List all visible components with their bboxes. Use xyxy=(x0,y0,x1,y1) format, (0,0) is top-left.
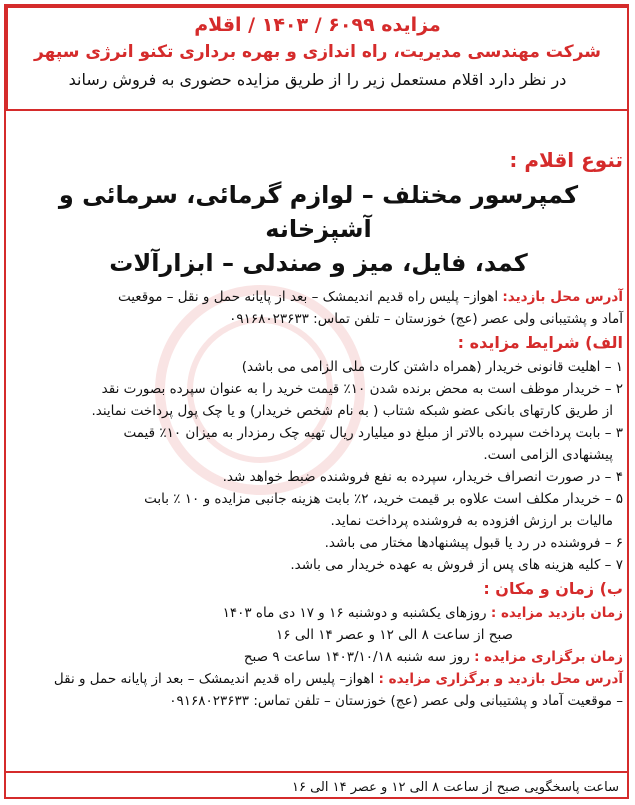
condition-item: از طریق کارتهای بانکی عضو شبکه شتاب ( به نام شخص خریدار) و یا چک پول پرداخت نمایند. xyxy=(91,403,613,419)
visit-hours: صبح از ساعت ۸ الی ۱۲ و عصر ۱۴ الی ۱۶ xyxy=(276,627,513,643)
address-label: آدرس محل بازدید و برگزاری مزایده : xyxy=(378,671,623,687)
footer-divider xyxy=(6,771,629,773)
condition-item: پیشنهادی الزامی است. xyxy=(483,447,613,463)
visit-address-label: آدرس محل بازدید: xyxy=(502,289,623,305)
condition-item: ۷ – کلیه هزینه های پس از فروش به عهده خریدار می باشد. xyxy=(290,557,623,573)
condition-item: ۴ – در صورت انصراف خریدار، سپرده به نفع فروشنده ضبط خواهد شد. xyxy=(222,469,623,485)
company-name: شرکت مهندسی مدیریت، راه اندازی و بهره برداری تکنو انرژی سپهر xyxy=(34,42,601,62)
items-line-2: کمد، فایل، میز و صندلی – ابزارآلات xyxy=(109,249,528,277)
condition-item: ۲ – خریدار موظف است به محض برنده شدن ۱۰٪ قیمت خرید را به عنوان سپرده بصورت نقد xyxy=(101,381,623,397)
visit-address-line-2: آماد و پشتیبانی ولی عصر (عج) خوزستان – تلفن تماس: ۰۹۱۶۸۰۲۳۶۳۳ xyxy=(229,311,623,327)
address-text-1: اهواز– پلیس راه قدیم اندیمشک – بعد از پایانه حمل و نقل xyxy=(53,671,375,687)
visit-time-label: زمان بازدید مزایده : xyxy=(490,605,623,621)
items-section-title: تنوع اقلام : xyxy=(509,148,623,172)
footer-hours: ساعت پاسخگویی صبح از ساعت ۸ الی ۱۲ و عصر ۱۴ الی ۱۶ xyxy=(291,780,619,795)
condition-item: ۶ – فروشنده در رد یا قبول پیشنهادها مختار می باشد. xyxy=(324,535,623,551)
condition-item: مالیات بر ارزش افزوده به فروشنده پرداخت نماید. xyxy=(330,513,613,529)
conditions-title: الف) شرایط مزایده : xyxy=(457,333,623,352)
condition-item: ۱ – اهلیت قانونی خریدار (همراه داشتن کارت ملی الزامی می باشد) xyxy=(241,359,623,375)
intro-text: در نظر دارد اقلام مستعمل زیر را از طریق مزایده حضوری به فروش رساند xyxy=(68,70,567,89)
main-content xyxy=(14,148,623,712)
hold-time-label: زمان برگزاری مزایده : xyxy=(474,649,623,665)
condition-item: ۵ – خریدار مکلف است علاوه بر قیمت خرید، ۲٪ بابت هزینه جانبی مزایده و ۱۰ ٪ بابت xyxy=(144,491,623,507)
visit-time-row xyxy=(14,602,623,624)
hold-time-row xyxy=(14,646,623,668)
auction-title: مزایده ۶۰۹۹ / ۱۴۰۳ / اقلام xyxy=(194,14,441,36)
time-place-title: ب) زمان و مکان : xyxy=(483,579,623,598)
hold-time-value: روز سه شنبه ۱۴۰۳/۱۰/۱۸ ساعت ۹ صبح xyxy=(243,649,470,665)
address-row xyxy=(14,668,623,690)
condition-item: ۳ – بابت پرداخت سپرده بالاتر از مبلغ دو میلیارد ریال تهیه چک رمزدار به میزان ۱۰٪ قیمت xyxy=(123,425,623,441)
header-box xyxy=(6,6,629,111)
visit-address-text-1: اهواز– پلیس راه قدیم اندیمشک – بعد از پایانه حمل و نقل – موقعیت xyxy=(117,289,499,305)
items-line-1: کمپرسور مختلف – لوازم گرمائی، سرمائی و آشپزخانه xyxy=(58,181,579,243)
visit-address-line-1 xyxy=(14,286,623,308)
visit-time-value: روزهای یکشنبه و دوشنبه ۱۶ و ۱۷ دی ماه ۱۴۰۳ xyxy=(222,605,487,621)
address-line-2: – موقعیت آماد و پشتیبانی ولی عصر (عج) خوزستان – تلفن تماس: ۰۹۱۶۸۰۲۳۶۳۳ xyxy=(169,693,623,709)
